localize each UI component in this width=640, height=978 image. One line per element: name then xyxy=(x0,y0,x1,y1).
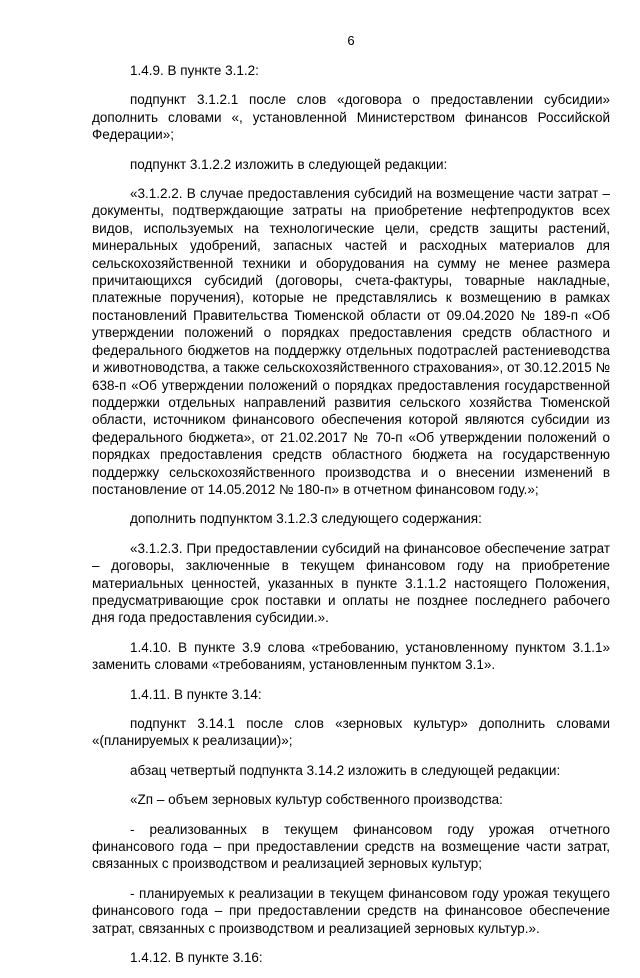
paragraph-subpoint-3-1-2-3-intro: дополнить подпунктом 3.1.2.3 следующего содержания: xyxy=(130,511,482,527)
paragraph-subpoint-3-14-2-intro: абзац четвертый подпункта 3.14.2 изложить в следующей редакции: xyxy=(130,762,561,778)
paragraph-subpoint-3-14-1: подпункт 3.14.1 после слов «зерновых культур» дополнить словами «(планируемых к реализации)»; xyxy=(92,716,610,749)
paragraph-1-4-12: 1.4.12. В пункте 3.16: xyxy=(130,950,263,966)
paragraph-subpoint-3-1-2-3-text: «3.1.2.3. При предоставлении субсидий на финансовое обеспечение затрат – договоры, заключенные в текущем финансовом году на приобретение материальных ценностей, указанных в пункте 3.1.1.2 настоящего Положения, предусматривающие срок поставки и оплаты не позднее последнего рабочего дня года предоставления субсидии.». xyxy=(92,540,610,626)
paragraph-1-4-9: 1.4.9. В пункте 3.1.2: xyxy=(130,63,259,78)
paragraph-1-4-11: 1.4.11. В пункте 3.14: xyxy=(130,686,262,702)
document-body xyxy=(92,62,610,978)
paragraph-zp-item-2: - планируемых к реализации в текущем финансовом году урожая текущего финансового года – при предоставлении средств на финансовое обеспечение затрат, связанных с производством и реализацией зерновых культур.». xyxy=(92,885,610,936)
paragraph-subpoint-3-1-2-2-intro: подпункт 3.1.2.2 изложить в следующей редакции: xyxy=(130,156,448,172)
page-number: 6 xyxy=(347,33,355,48)
paragraph-subpoint-3-1-2-2-text: «3.1.2.2. В случае предоставления субсидий на возмещение части затрат – документы, подтверждающие затраты на приобретение нефтепродуктов всех видов, используемых на технологические цели, средств защиты растений, минеральных удобрений, запасных частей и расходных материалов для сельскохозяйственной техники и оборудования на сумму не менее размера причитающихся субсидий (договоры, счета-фактуры, товарные накладные, платежные поручения), которые не представлялись к возмещению в рамках постановлений Правительства Тюменской области от 09.04.2020 № 189-п «Об утверждении положений о порядках предоставления средств областного и федерального бюджетов на поддержку отдельных подотраслей растениеводства и животноводства, а также сельскохозяйственного страхования», от 30.12.2015 № 638-п «Об утверждении положений о порядках предоставления государственной поддержки отдельных направлений развития сельского хозяйства Тюменской области, источником финансового обеспечения которой являются субсидии из федерального бюджета», от 21.02.2017 № 70-п «Об утверждении положений о порядках предоставления средств областного бюджета на государственную поддержку сельскохозяйственного производства и о внесении изменений в постановление от 14.05.2012 № 180-п» в отчетном финансовом году.»; xyxy=(92,186,610,497)
paragraph-zp-definition: «Zп – объем зерновых культур собственного производства: xyxy=(130,792,503,808)
paragraph-subpoint-3-1-2-1: подпункт 3.1.2.1 после слов «договора о предоставлении субсидии» дополнить словами «, установленной Министерством финансов Российской Федерации»; xyxy=(92,92,610,143)
paragraph-zp-item-1: - реализованных в текущем финансовом году урожая отчетного финансового года – при предоставлении средств на возмещение части затрат, связанных с производством и реализацией зерновых культур; xyxy=(92,821,610,872)
paragraph-1-4-10: 1.4.10. В пункте 3.9 слова «требованию, установленному пунктом 3.1.1» заменить словами «требованиям, установленным пунктом 3.1». xyxy=(92,639,610,673)
